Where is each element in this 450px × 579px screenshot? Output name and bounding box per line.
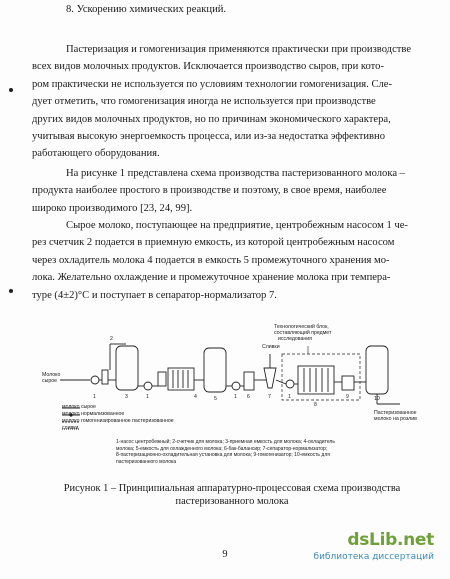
list-item-8: 8. Ускорению химических реакций. xyxy=(66,4,227,15)
legend-item: сливки xyxy=(62,425,79,431)
homogenizer-9-icon xyxy=(342,376,354,390)
paragraph-line: рез счетчик 2 подается в приемную емкость, из которой центробежным насосом xyxy=(32,237,395,249)
page-number: 9 xyxy=(222,549,228,560)
note-line: молока; 5-емкость для охлажденного молока; 6-бак-балансир; 7-сепаратор-нормализатор; xyxy=(116,445,328,452)
diagram-label-tech-block: составляющий предмет xyxy=(274,330,332,336)
pump-icon xyxy=(144,382,152,390)
diagram-number: 1 xyxy=(93,394,96,400)
paragraph-3 xyxy=(32,217,408,304)
paragraph-1 xyxy=(32,41,412,163)
paragraph-line: всех видов молочных продуктов. Исключается производство сыров, при кото- xyxy=(32,61,384,73)
margin-dot xyxy=(9,88,13,92)
paragraph-line: продукта наиболее простого в производстве и поэтому, в свое время, наиболее xyxy=(32,185,387,197)
diagram-number: 6 xyxy=(247,394,250,400)
diagram-number: 7 xyxy=(268,394,271,400)
paragraph-line: учитывая высокую энергоемкость процесса, или из-за недостатка эффективно xyxy=(32,131,385,143)
receiving-tank-icon xyxy=(116,346,138,390)
diagram-number: 9 xyxy=(346,394,349,400)
diagram-label-tech-block: Технологический блок, xyxy=(274,324,329,330)
legend-item: молоко нормализованное xyxy=(62,411,125,417)
storage-tank-5-icon xyxy=(204,348,226,392)
legend-item: молоко гомогенизированное пастеризованное xyxy=(62,418,174,424)
pump-icon xyxy=(232,382,240,390)
cooler-4-icon xyxy=(168,368,194,390)
diagram-label-tech-block: исследования xyxy=(278,336,312,342)
paragraph-line: ром практически не используется по условиям технологии гомогенизация. Сле- xyxy=(32,78,393,90)
paragraph-line: других видов молочных продуктов, но по причинам экономического характера, xyxy=(32,113,391,125)
watermark-logo: dsLib.net xyxy=(347,530,434,550)
paragraph-line: через охладитель молока 4 подается в емкость 5 промежуточного хранения мо- xyxy=(32,254,390,266)
caption-line: пастеризованного молока xyxy=(175,495,289,507)
diagram-notes xyxy=(116,439,336,465)
paragraph-line: Сырое молоко, поступающее на предприятие, центробежным насосом 1 че- xyxy=(66,220,408,231)
diagram-number: 4 xyxy=(194,394,197,400)
note-line: 8-пастеризационно-охладительная установка для молока; 9-гомогенизатор; 10-емкость для xyxy=(116,452,330,459)
paragraph-2 xyxy=(32,165,408,217)
pasteurized-tank-10-icon xyxy=(366,346,388,394)
paragraph-line: дует отметить, что гомогенизация иногда не используется при производстве xyxy=(32,96,376,108)
diagram-number: 1 xyxy=(146,394,149,400)
counter-2-icon xyxy=(102,370,108,384)
diagram-number: 5 xyxy=(214,396,217,402)
paragraph-line: На рисунке 1 представлена схема производства пастеризованного молока – xyxy=(66,168,405,179)
note-line: пастеризованного молока xyxy=(116,458,177,465)
diagram-label-output: Пастеризованное xyxy=(374,410,417,416)
pump-1-icon xyxy=(91,376,99,384)
diagram-number: 8 xyxy=(314,402,317,408)
paragraph-line: лока. Желательно охлаждение и промежуточное хранение молока при темпера- xyxy=(32,272,391,284)
caption-line: Рисунок 1 – Принципиальная аппаратурно-процессовая схема производства xyxy=(63,483,401,494)
diagram-label-cream: Сливки xyxy=(262,344,280,350)
pump-icon xyxy=(286,380,294,388)
paragraph-line: работающего оборудования. xyxy=(32,148,160,160)
balance-tank-6-icon xyxy=(244,372,254,390)
diagram-number: 1 xyxy=(234,394,237,400)
separator-7-icon xyxy=(264,368,276,388)
diagram-label-output: молоко на розлив xyxy=(374,416,417,422)
paragraph-line: туре (4±2)°С и поступает в сепаратор-нормализатор 7. xyxy=(32,289,277,301)
diagram-legend xyxy=(62,404,212,432)
legend-item: молоко сырое xyxy=(62,404,96,410)
paragraph-line: широко производимого [23, 24, 99]. xyxy=(32,202,193,214)
paragraph-line: Пастеризация и гомогенизация применяются практически при производстве xyxy=(66,44,412,55)
figure-caption xyxy=(40,483,424,508)
diagram-label-2: 2 xyxy=(110,336,113,342)
diagram-label-input: сырое xyxy=(42,378,57,384)
note-line: 1-насос центробежный; 2-счетчик для молока; 3-приемная емкость для молока; 4-охладитель xyxy=(116,439,335,445)
diagram-label-input: Молоко xyxy=(42,372,61,378)
watermark-subtitle: библиотека диссертаций xyxy=(313,552,434,562)
diagram-number: 3 xyxy=(125,394,128,400)
diagram-number: 10 xyxy=(374,396,380,402)
watermark xyxy=(313,530,438,566)
diagram-number: 1 xyxy=(288,394,291,400)
margin-dot xyxy=(9,289,13,293)
